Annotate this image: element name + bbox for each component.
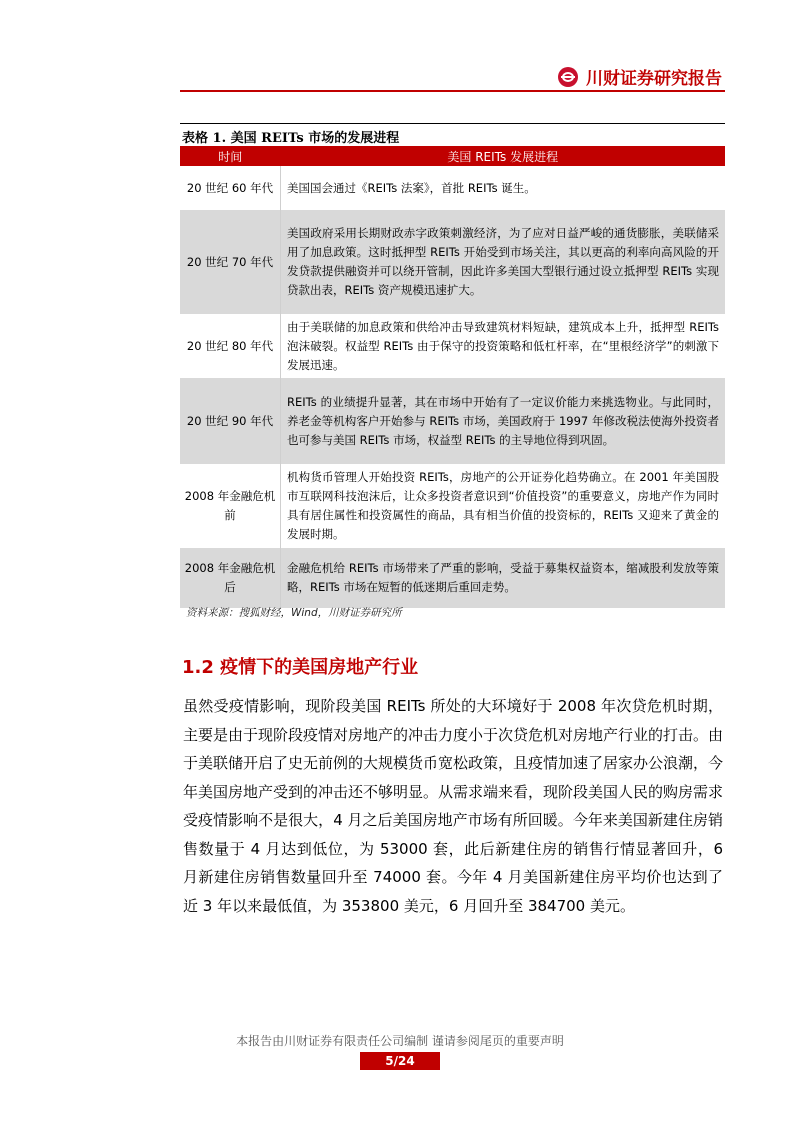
row-event: 美国国会通过《REITs 法案》，首批 REITs 诞生。 (281, 166, 726, 210)
row-time: 20 世纪 90 年代 (180, 378, 281, 464)
row-event: REITs 的业绩提升显著，其在市场中开始有了一定议价能力来挑选物业。与此同时，养老金等机构客户开始参与 REITs 市场，美国政府于 1997 年修改税法使海外投资者也可参与美国 REITs 市场，权益型 REITs 的主导地位得到巩固。 (281, 378, 726, 464)
row-event: 由于美联储的加息政策和供给冲击导致建筑材料短缺，建筑成本上升，抵押型 REITs 泡沫破裂。权益型 REITs 由于保守的投资策略和低杠杆率，在“里根经济学”的刺激下发展迅速。 (281, 314, 726, 378)
row-event: 美国政府采用长期财政赤字政策刺激经济，为了应对日益严峻的通货膨胀，美联储采用了加息政策。这时抵押型 REITs 开始受到市场关注，其以更高的利率向高风险的开发贷款提供融资并可以绕开管制，因此许多美国大型银行通过设立抵押型 REITs 实现贷款出表，REITs 资产规模迅速扩大。 (281, 210, 726, 314)
table-row (180, 548, 725, 608)
table-row (180, 378, 725, 464)
section-body-paragraph: 虽然受疫情影响，现阶段美国 REITs 所处的大环境好于 2008 年次贷危机时期，主要是由于现阶段疫情对房地产的冲击力度小于次贷危机对房地产行业的打击。由于美联储开启了史无前例的大规模货币宽松政策，且疫情加速了居家办公浪潮，今年美国房地产受到的冲击还不够明显。从需求端来看，现阶段美国人民的购房需求受疫情影响不是很大，4 月之后美国房地产市场有所回暖。今年来美国新建住房销售数量于 4 月达到低位，为 53000 套，此后新建住房的销售行情显著回升，6 月新建住房销售数量回升至 74000 套。今年 4 月美国新建住房平均价也达到了近 3 年以来最低值，为 353800 美元，6 月回升至 384700 美元。 (183, 697, 724, 915)
table-row (180, 464, 725, 548)
table-caption: 表格 1. 美国 REITs 市场的发展进程 (182, 131, 400, 146)
table-row (180, 166, 725, 210)
page-number-badge: 5/24 (360, 1052, 440, 1070)
row-event: 金融危机给 REITs 市场带来了严重的影响，受益于募集权益资本，缩减股利发放等策略，REITs 市场在短暂的低迷期后重回走势。 (281, 548, 726, 608)
row-time: 2008 年金融危机前 (180, 464, 281, 548)
table-row (180, 314, 725, 378)
table-row (180, 210, 725, 314)
table-source-note: 资料来源：搜狐财经，Wind，川财证券研究所 (186, 607, 402, 619)
table-header-row (180, 146, 725, 166)
caption-divider (180, 123, 725, 124)
row-time: 20 世纪 70 年代 (180, 210, 281, 314)
row-time: 20 世纪 80 年代 (180, 314, 281, 378)
row-time: 20 世纪 60 年代 (180, 166, 281, 210)
column-header-event: 美国 REITs 发展进程 (281, 146, 726, 166)
header-divider (180, 90, 725, 92)
report-header-brand (558, 64, 722, 89)
footer-disclaimer: 本报告由川财证券有限责任公司编制 谨请参阅尾页的重要声明 (236, 1034, 564, 1048)
chuancai-logo-icon (558, 67, 578, 87)
brand-name: 川财证券研究报告 (586, 69, 722, 89)
row-time: 2008 年金融危机后 (180, 548, 281, 608)
row-event: 机构货币管理人开始投资 REITs，房地产的公开证券化趋势确立。在 2001 年美国股市互联网科技泡沫后，让众多投资者意识到“价值投资”的重要意义，房地产作为同时具有居住属性和投资属性的商品，具有相当价值的投资标的，REITs 又迎来了黄金的发展时期。 (281, 464, 726, 548)
column-header-time: 时间 (180, 146, 281, 166)
section-title: 1.2 疫情下的美国房地产行业 (182, 657, 419, 678)
reits-history-table (180, 146, 725, 608)
